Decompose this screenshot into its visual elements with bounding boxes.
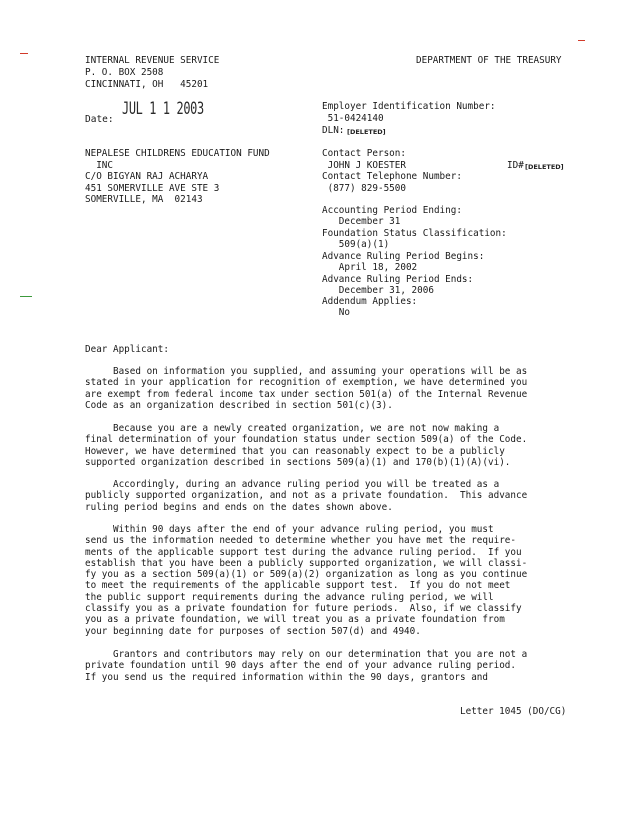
id-redacted: [DELETED] [525, 163, 564, 171]
accounting-period-value: December 31 [322, 216, 401, 227]
letter-number: Letter 1045 (DO/CG) [460, 706, 567, 717]
ruling-ends-label: Advance Ruling Period Ends: [322, 274, 474, 285]
addressee-line-2: INC [85, 160, 113, 171]
dln-label: DLN: [322, 125, 345, 136]
addressee-line-5: SOMERVILLE, MA 02143 [85, 194, 203, 205]
paragraph-advance-ruling: Accordingly, during an advance ruling period you will be treated as a publicly supported organization, and not as a private foundation. This advance ruling period begins and ends on the dates shown above. [85, 479, 528, 513]
telephone-label: Contact Telephone Number: [322, 171, 462, 182]
addendum-value: No [322, 307, 350, 318]
addendum-label: Addendum Applies: [322, 296, 418, 307]
addressee-line-3: C/O BIGYAN RAJ ACHARYA [85, 171, 209, 182]
ein-value: 51-0424140 [322, 113, 384, 124]
red-scan-mark [20, 53, 28, 54]
paragraph-grantors: Grantors and contributors may rely on our determination that you are not a private foundation until 90 days after the end of your advance ruling period. If you send us the required information within the 90 days, grantors and [85, 649, 528, 683]
green-scan-mark [20, 296, 32, 297]
date-label: Date: [85, 114, 114, 125]
foundation-status-value: 509(a)(1) [322, 239, 390, 250]
telephone-value: (877) 829-5500 [322, 183, 406, 194]
contact-person-label: Contact Person: [322, 148, 406, 159]
paragraph-support-test: Within 90 days after the end of your advance ruling period, you must send us the information needed to determine whether you have met the require- ments of the applicable support test during the advance ruling period. If you establish that you have been a publicly supported organization, we will classi- fy you as a section 509(a)(1) or 509(a)(2) organization as long as you continue to meet the requirements of the applicable support test. If you do not meet the public support requirements during the advance ruling period, we will classify you as a private foundation for future periods. Also, if we classify you as a private foundation, we will treat you as a private foundation from your beginning date for purposes of section 507(d) and 4940. [85, 524, 528, 637]
paragraph-foundation-status: Because you are a newly created organization, we are not now making a final determination of your foundation status under section 509(a) of the Code. However, we have determined that you can reasonably expect to be a publicly supported organization described in sections 509(a)(1) and 170(b)(1)(A)(vi). [85, 423, 528, 468]
date-value: JUL 1 1 2003 [122, 99, 204, 119]
paragraph-exemption: Based on information you supplied, and assuming your operations will be as stated in your application for recognition of exemption, we have determined you are exempt from federal income tax under section 501(a) of the Internal Revenue Code as an organization described in section 501(c)(3). [85, 366, 528, 411]
ruling-begins-value: April 18, 2002 [322, 262, 418, 273]
ein-label: Employer Identification Number: [322, 101, 496, 112]
irs-address-line-2: P. O. BOX 2508 [85, 67, 164, 78]
ruling-ends-value: December 31, 2006 [322, 285, 434, 296]
dln-redacted: [DELETED] [347, 128, 386, 136]
id-label: ID# [507, 160, 524, 171]
irs-address-line-3: CINCINNATI, OH 45201 [85, 79, 209, 90]
addressee-line-1: NEPALESE CHILDRENS EDUCATION FUND [85, 148, 270, 159]
accounting-period-label: Accounting Period Ending: [322, 205, 462, 216]
irs-address-line-1: INTERNAL REVENUE SERVICE [85, 55, 220, 66]
red-scan-mark [578, 40, 585, 41]
addressee-line-4: 451 SOMERVILLE AVE STE 3 [85, 183, 220, 194]
contact-person-value: JOHN J KOESTER [322, 160, 406, 171]
department-heading: DEPARTMENT OF THE TREASURY [416, 55, 562, 66]
ruling-begins-label: Advance Ruling Period Begins: [322, 251, 485, 262]
foundation-status-label: Foundation Status Classification: [322, 228, 507, 239]
salutation: Dear Applicant: [85, 344, 169, 355]
